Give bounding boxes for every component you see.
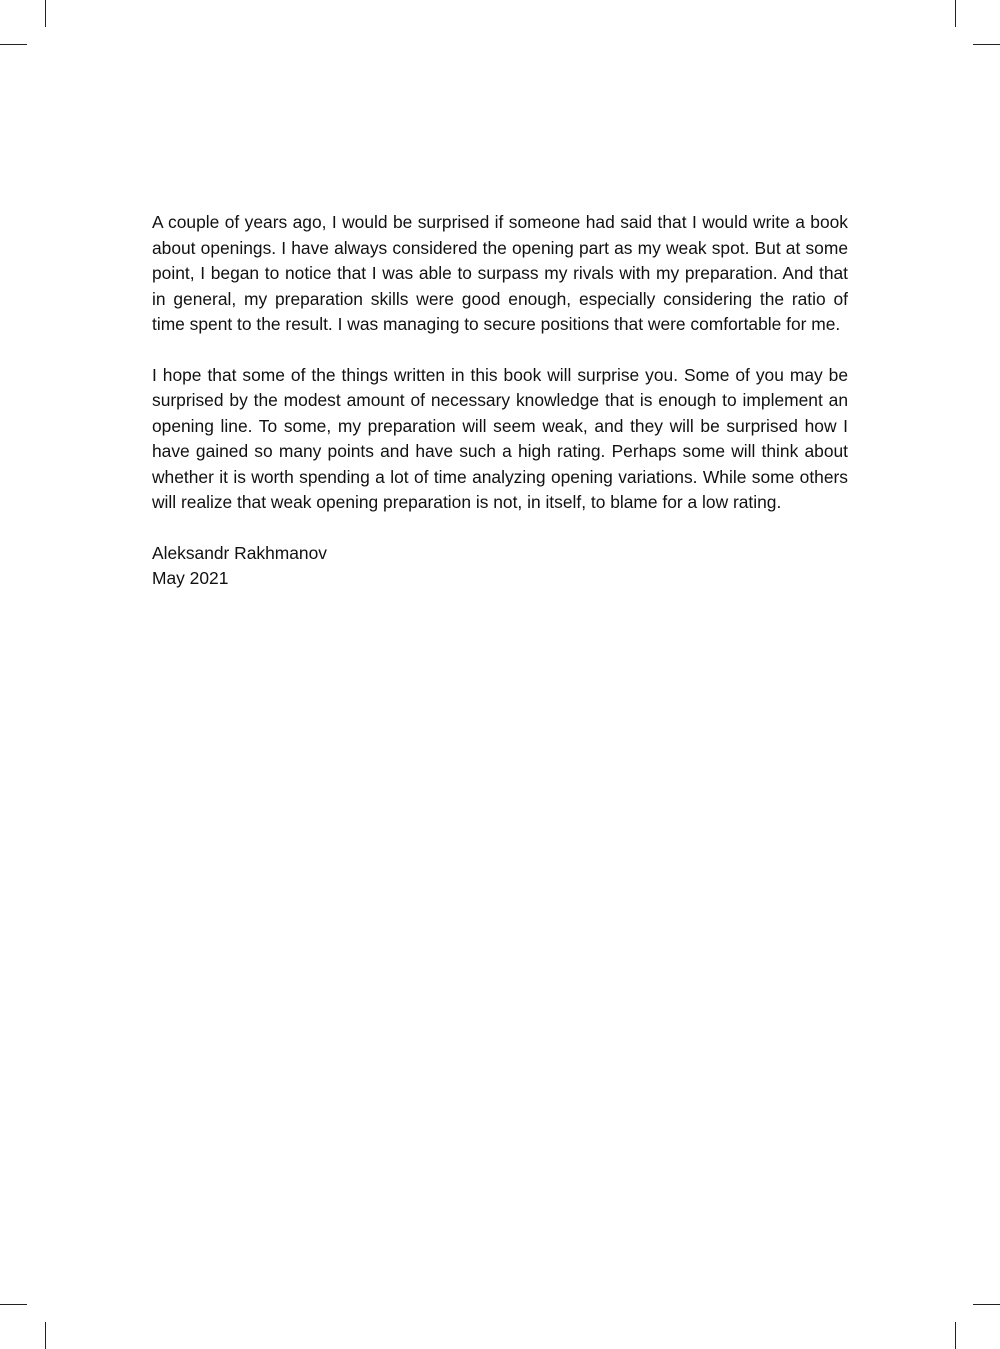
signature [152, 541, 848, 592]
crop-mark-bottom-left-horizontal [0, 1304, 27, 1305]
body-text [152, 210, 848, 592]
author-name: Aleksandr Rakhmanov [152, 542, 327, 563]
paragraph-2: I hope that some of the things written in this book will surprise you. Some of you may be surprised by the modest amount of necessary knowledge that is enough to implement an opening line. To some, my preparation will seem weak, and they will be surprised how I have gained so many points and have such a high rating. Perhaps some will think about whether it is worth spending a lot of time analyzing opening variations. While some others will realize that weak opening preparation is not, in itself, to blame for a low rating. [152, 364, 848, 512]
signature-date: May 2021 [152, 568, 229, 588]
crop-mark-bottom-right-vertical [955, 1322, 956, 1349]
crop-mark-top-right-horizontal [973, 44, 1000, 45]
paragraph-1: A couple of years ago, I would be surprised if someone had said that I would write a book about openings. I have always considered the opening part as my weak spot. But at some point, I began to notice that I was able to surpass my rivals with my preparation. And that in general, my preparation skills were good enough, especially considering the ratio of time spent to the result. I was managing to secure positions that were comfortable for me. [152, 212, 848, 334]
crop-mark-top-left-vertical [45, 0, 46, 27]
crop-mark-bottom-left-vertical [45, 1322, 46, 1349]
crop-mark-top-right-vertical [955, 0, 956, 27]
crop-mark-top-left-horizontal [0, 44, 27, 45]
crop-mark-bottom-right-horizontal [973, 1304, 1000, 1305]
